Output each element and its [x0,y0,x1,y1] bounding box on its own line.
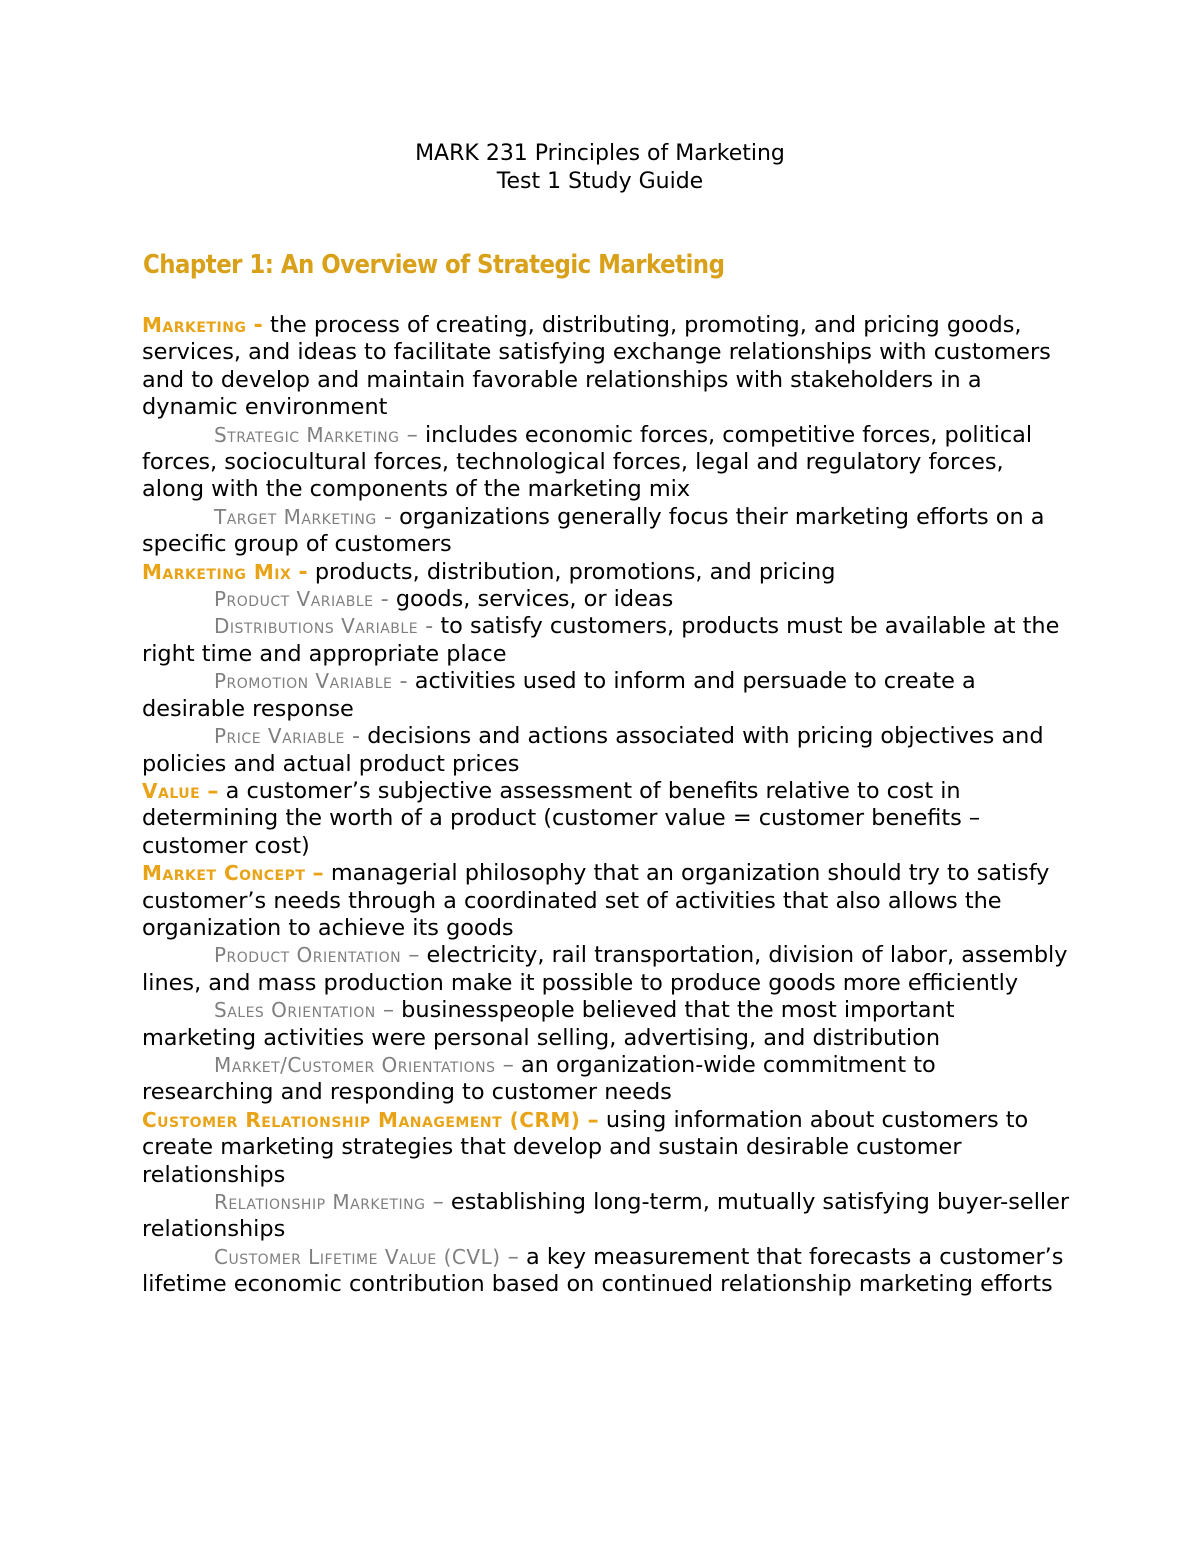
term-label: Value [142,778,201,803]
term-separator: - [380,586,389,613]
term-separator: – [587,1106,599,1133]
term-separator: – [207,777,219,804]
glossary-term-entry [142,778,1072,860]
term-label: Product Variable [214,587,374,612]
term-separator: - [351,723,361,750]
term-definition: organizations generally focus their marketing efforts on a specific group of customers [142,503,1045,558]
term-separator: – [382,997,395,1024]
term-separator: - [298,558,308,585]
term-definition: using information about customers to create marketing strategies that develop and sustain desirable customer relationships [142,1106,1029,1188]
glossary-subterm-entry [142,422,1072,504]
term-separator: - [253,312,263,338]
term-label: Market/Customer Orientations [214,1052,496,1077]
glossary-subterm-entry [142,613,1072,668]
glossary-list [142,312,1072,1299]
term-separator: – [406,421,418,448]
term-label: Distributions Variable [214,614,419,639]
term-label: Marketing Mix [142,559,292,584]
term-definition: a key measurement that forecasts a customer’s lifetime economic contribution based on continued relationship marketing efforts [142,1243,1064,1298]
glossary-subterm-entry [142,1052,1072,1107]
term-definition: electricity, rail transportation, division of labor, assembly lines, and mass production make it possible to produce goods more efficiently [142,942,1068,996]
glossary-subterm-entry [142,942,1072,997]
term-separator: – [432,1189,444,1215]
term-label: Sales Orientation [214,998,376,1023]
document-header [0,140,1200,196]
term-label: Target Marketing [214,504,377,529]
glossary-term-entry [142,1107,1072,1189]
course-title: MARK 231 Principles of Marketing [415,141,785,166]
term-definition: the process of creating, distributing, promoting, and pricing goods, services, and ideas to facilitate satisfying exchange relationships with customers and to develop and maintain favorable relationships with stakeholders in a dynamic environment [142,312,1051,421]
term-label: Promotion Variable [214,669,393,694]
glossary-subterm-entry [142,1189,1072,1244]
term-definition: goods, services, or ideas [395,586,674,613]
glossary-term-entry [142,860,1072,942]
term-definition: businesspeople believed that the most important marketing activities were personal selling, advertising, and distribution [142,997,955,1051]
term-definition: includes economic forces, competitive forces, political forces, sociocultural forces, technological forces, legal and regulatory forces, along with the components of the marketing mix [142,421,1033,503]
glossary-term-entry [142,559,1072,586]
term-label: Price Variable [214,724,345,749]
term-label: Marketing [142,313,247,337]
term-label: Strategic Marketing [214,422,400,447]
term-separator: - [383,503,392,530]
term-separator: – [312,860,324,887]
term-separator: – [507,1243,519,1270]
glossary-term-entry [142,312,1072,422]
term-separator: – [502,1051,514,1078]
term-definition: establishing long-term, mutually satisfying buyer-seller relationships [142,1189,1070,1243]
glossary-subterm-entry [142,723,1072,778]
term-definition: products, distribution, promotions, and pricing [314,558,836,585]
term-label: Market Concept [142,861,306,886]
term-definition: a customer’s subjective assessment of benefits relative to cost in determining the worth of a product (customer value = customer benefits – customer cost) [142,777,981,859]
term-definition: an organization-wide commitment to researching and responding to customer needs [142,1051,936,1106]
term-separator: – [408,942,420,969]
term-definition: activities used to inform and persuade to create a desirable response [142,668,976,722]
glossary-subterm-entry [142,997,1072,1052]
glossary-subterm-entry [142,586,1072,613]
document-subtitle: Test 1 Study Guide [496,169,704,194]
term-label: Customer Relationship Management (CRM) [142,1107,581,1132]
glossary-subterm-entry [142,504,1072,559]
term-definition: managerial philosophy that an organization should try to satisfy customer’s needs through a coordinated set of activities that also allows the organization to achieve its goods [142,860,1050,941]
term-separator: - [399,668,408,695]
term-definition: decisions and actions associated with pricing objectives and policies and actual product prices [142,723,1044,777]
term-separator: - [425,613,434,640]
glossary-subterm-entry [142,1244,1072,1299]
term-definition: to satisfy customers, products must be available at the right time and appropriate place [142,613,1060,667]
term-label: Product Orientation [214,943,402,968]
term-label: Relationship Marketing [214,1190,426,1214]
term-label: Customer Lifetime Value (CVL) [214,1244,501,1269]
glossary-subterm-entry [142,668,1072,723]
chapter-heading: Chapter 1: An Overview of Strategic Marketing [143,250,725,280]
